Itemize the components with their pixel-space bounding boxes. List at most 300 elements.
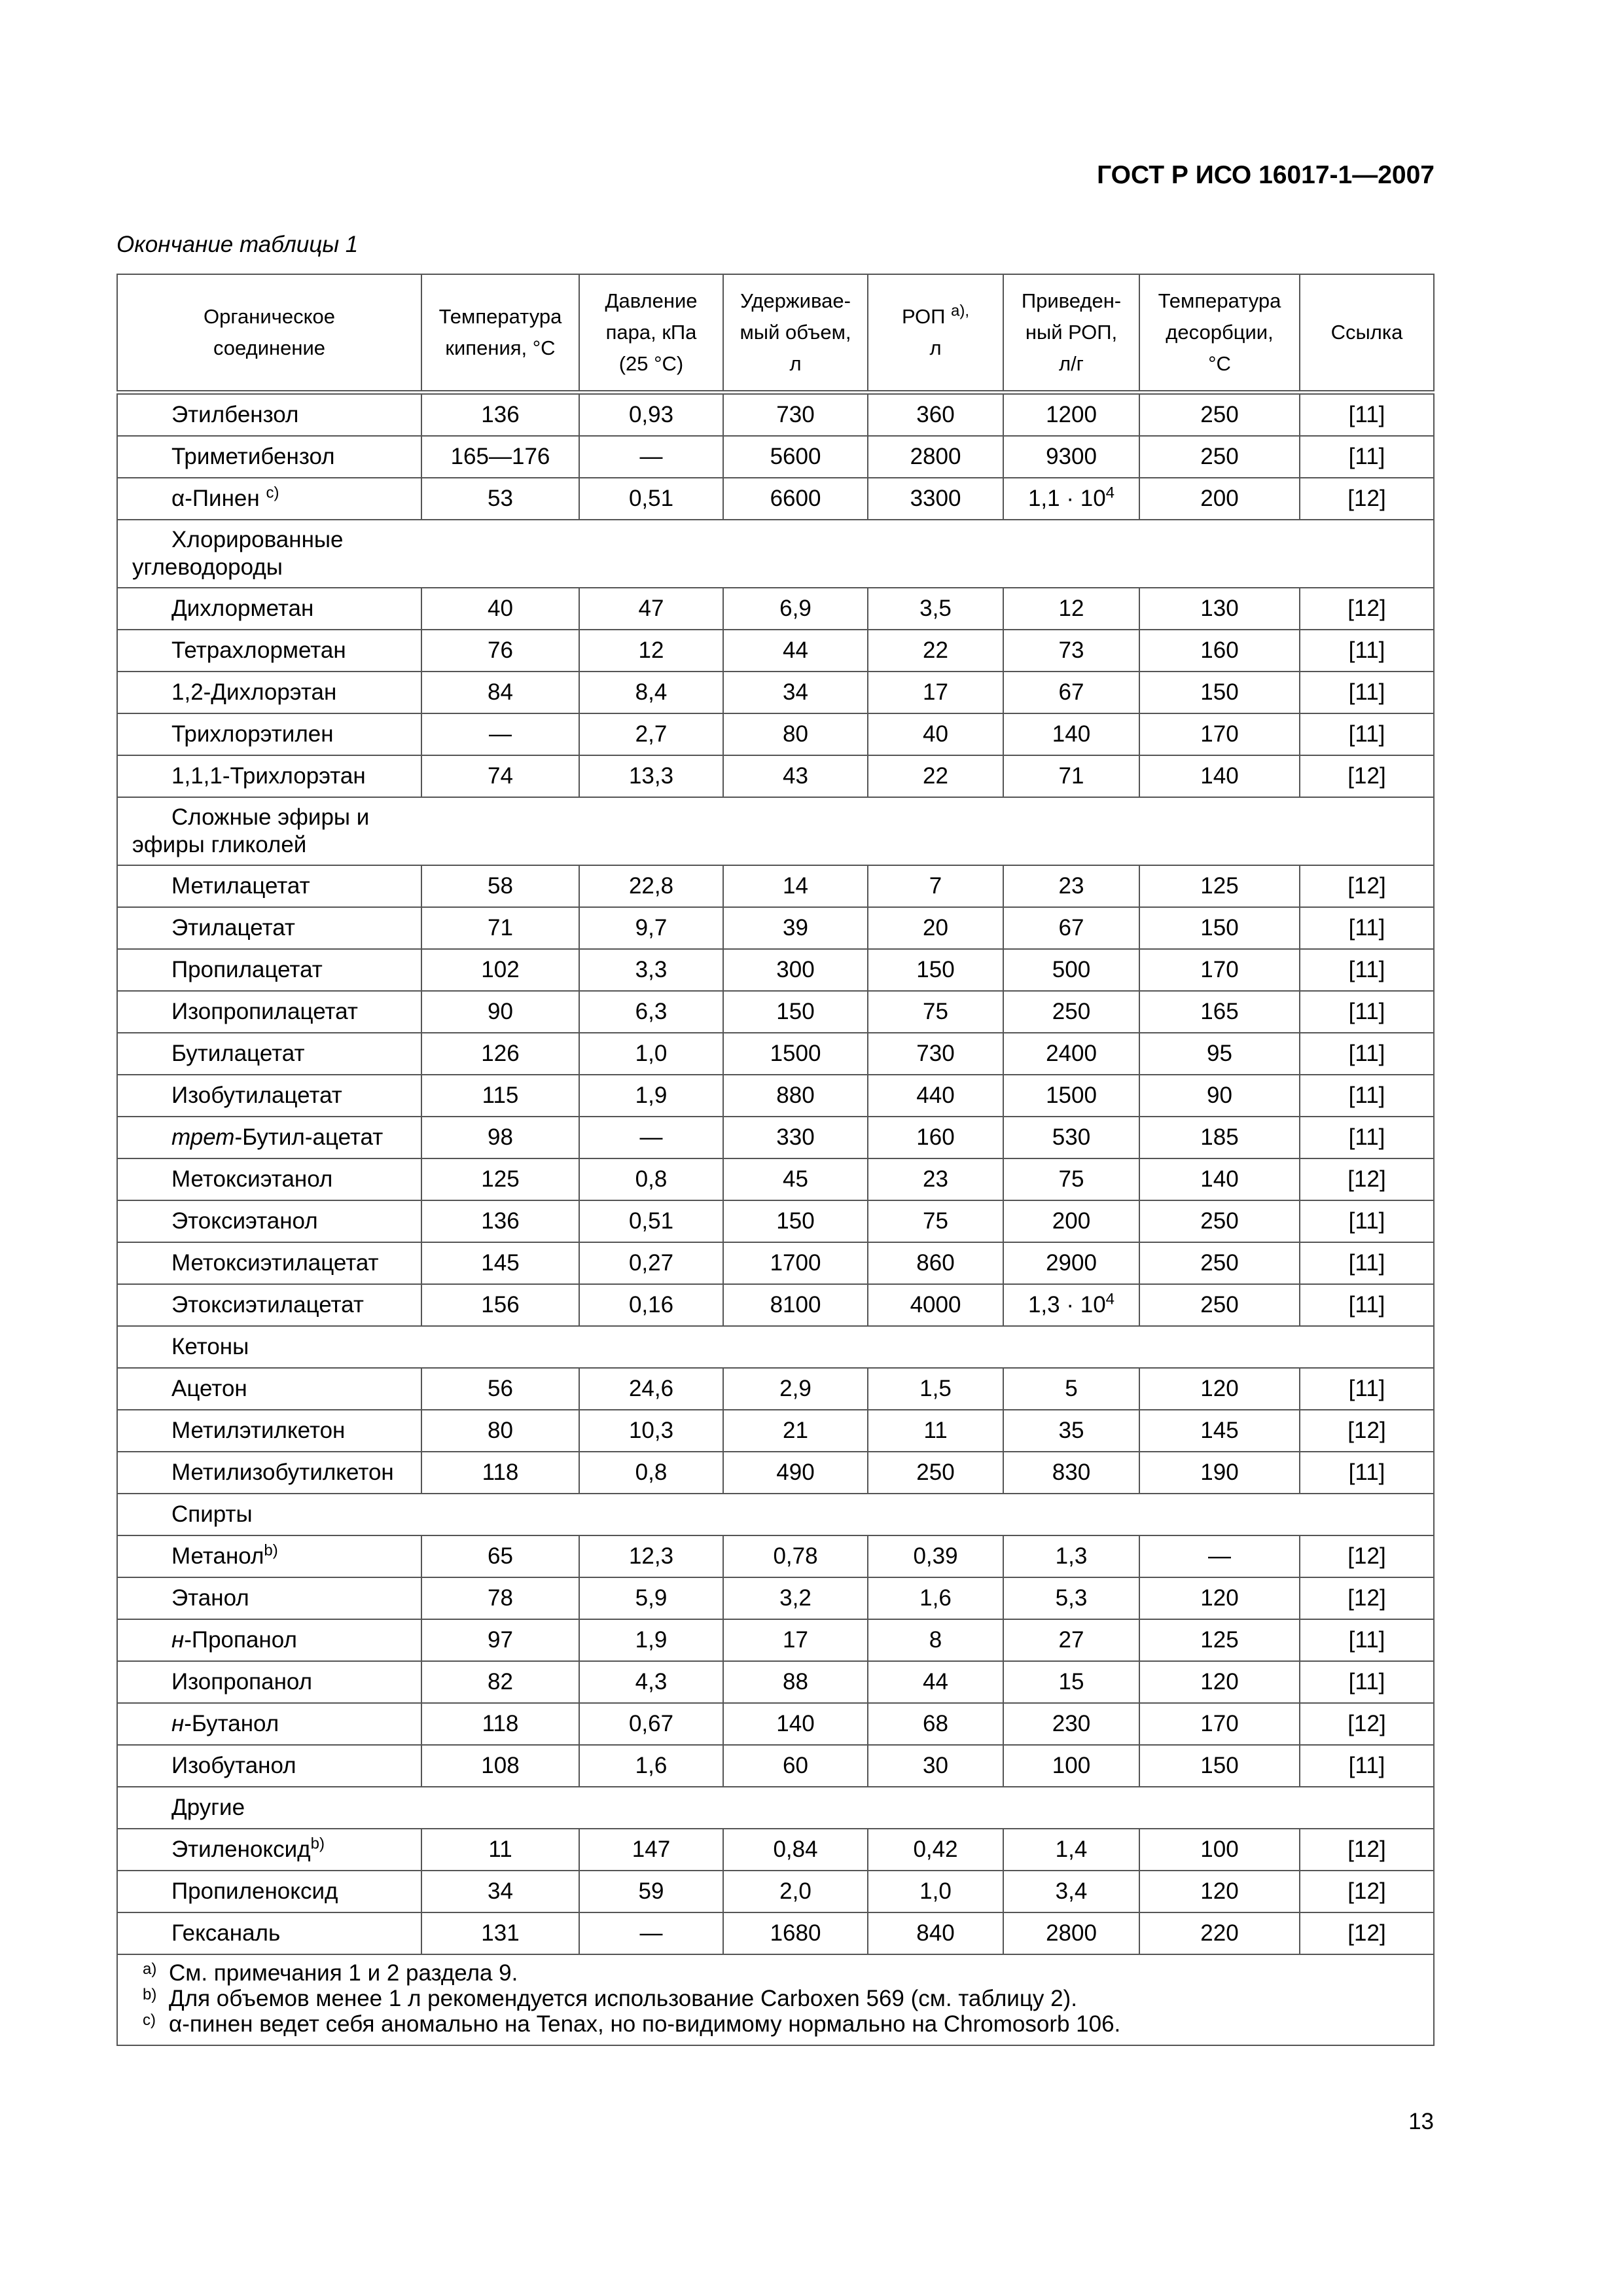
retention-volume-cell xyxy=(723,1368,868,1410)
retention-volume-cell xyxy=(723,672,868,713)
retention-volume-cell xyxy=(723,1158,868,1200)
boiling-point-cell xyxy=(421,1745,579,1787)
vapour-pressure-cell xyxy=(579,713,723,755)
notes-row xyxy=(117,1954,1434,2045)
rop-value: 730 xyxy=(916,1041,955,1066)
vapour-pressure-value: 10,3 xyxy=(628,1418,674,1443)
compound-name-cell xyxy=(117,1452,421,1494)
page-number: 13 xyxy=(1408,2109,1434,2134)
table-row xyxy=(117,630,1434,672)
desorption-temperature-cell xyxy=(1139,436,1300,478)
retention-volume-cell xyxy=(723,1661,868,1703)
desorption-temperature-cell xyxy=(1139,1535,1300,1577)
compound-name: Ацетон xyxy=(171,1376,247,1401)
boiling-point-value: — xyxy=(489,721,512,747)
table-row xyxy=(117,1912,1434,1954)
boiling-point-cell xyxy=(421,1117,579,1158)
normalized-rop-value: 67 xyxy=(1058,915,1084,941)
notes-cell xyxy=(117,1954,1434,2045)
reference-cell xyxy=(1300,1410,1434,1452)
compound-name-cell xyxy=(117,949,421,991)
boiling-point-cell xyxy=(421,630,579,672)
retention-volume-cell xyxy=(723,1619,868,1661)
compound-name: Трихлорэтилен xyxy=(171,721,334,747)
boiling-point-value: 84 xyxy=(488,679,513,705)
reference-value: [12] xyxy=(1347,873,1386,899)
compound-name: -Пропанол xyxy=(184,1627,297,1653)
boiling-point-cell xyxy=(421,1452,579,1494)
rop-cell xyxy=(868,1577,1003,1619)
boiling-point-cell xyxy=(421,1912,579,1954)
vapour-pressure-value: 59 xyxy=(638,1878,664,1904)
retention-volume-cell xyxy=(723,588,868,630)
normalized-rop-value: 1200 xyxy=(1046,402,1097,427)
rop-cell xyxy=(868,1075,1003,1117)
note-c: с) α-пинен ведет себя аномально на Tenax, но по-видимому нормально на Chromosorb 106. xyxy=(143,2011,1121,2037)
normalized-rop-value: 1500 xyxy=(1046,1083,1097,1108)
boiling-point-cell xyxy=(421,1284,579,1326)
desorption-temperature-cell xyxy=(1139,1368,1300,1410)
vapour-pressure-cell xyxy=(579,1200,723,1242)
reference-value: [11] xyxy=(1348,721,1385,747)
normalized-rop-cell xyxy=(1003,1829,1139,1871)
retention-volume-value: 1680 xyxy=(770,1920,821,1946)
desorption-temperature-cell xyxy=(1139,755,1300,797)
reference-value: [11] xyxy=(1348,402,1385,427)
desorption-temperature-value: 125 xyxy=(1200,1627,1239,1653)
desorption-temperature-cell xyxy=(1139,1033,1300,1075)
normalized-rop-cell xyxy=(1003,991,1139,1033)
reference-cell xyxy=(1300,436,1434,478)
retention-volume-value: 88 xyxy=(783,1669,808,1695)
rop-value: 8 xyxy=(929,1627,942,1653)
reference-cell xyxy=(1300,630,1434,672)
compound-name: Метилэтилкетон xyxy=(171,1418,346,1443)
reference-cell xyxy=(1300,755,1434,797)
desorption-temperature-value: 140 xyxy=(1200,1166,1239,1192)
compound-name-cell xyxy=(117,478,421,520)
boiling-point-cell xyxy=(421,1661,579,1703)
vapour-pressure-value: 0,51 xyxy=(628,486,674,511)
table-row xyxy=(117,1452,1434,1494)
compound-prefix: трет xyxy=(171,1124,235,1150)
vapour-pressure-value: 6,3 xyxy=(635,999,668,1024)
rop-cell xyxy=(868,1871,1003,1912)
footnote-mark: b) xyxy=(264,1541,278,1560)
rop-value: 11 xyxy=(923,1418,948,1443)
retention-volume-value: 80 xyxy=(783,721,808,747)
boiling-point-value: 102 xyxy=(481,957,520,982)
vapour-pressure-value: 22,8 xyxy=(628,873,674,899)
compound-name-cell xyxy=(117,672,421,713)
vapour-pressure-value: 0,27 xyxy=(628,1250,674,1276)
group-label-line: Хлорированные xyxy=(171,527,344,552)
compound-name: -Бутанол xyxy=(184,1711,279,1736)
desorption-temperature-cell xyxy=(1139,865,1300,907)
desorption-temperature-value: — xyxy=(1208,1543,1231,1569)
table-row xyxy=(117,393,1434,437)
rop-value: 840 xyxy=(916,1920,955,1946)
normalized-rop-value: 2900 xyxy=(1046,1250,1097,1276)
compound-name: 1,2-Дихлорэтан xyxy=(171,679,337,705)
reference-cell xyxy=(1300,588,1434,630)
vapour-pressure-value: 0,8 xyxy=(635,1166,668,1192)
compound-name-cell xyxy=(117,1577,421,1619)
vapour-pressure-cell xyxy=(579,1745,723,1787)
retention-volume-value: 34 xyxy=(783,679,808,705)
vapour-pressure-value: 147 xyxy=(632,1837,671,1862)
compound-name: Пропилацетат xyxy=(171,957,323,982)
rop-value: 860 xyxy=(916,1250,955,1276)
desorption-temperature-cell xyxy=(1139,588,1300,630)
normalized-rop-value: 1,3 · 10 xyxy=(1027,1292,1106,1318)
boiling-point-cell xyxy=(421,1577,579,1619)
compound-name: Изопропилацетат xyxy=(171,999,358,1024)
vapour-pressure-cell xyxy=(579,588,723,630)
table-row xyxy=(117,1577,1434,1619)
reference-value: [11] xyxy=(1348,1753,1385,1778)
boiling-point-value: 131 xyxy=(481,1920,520,1946)
compound-name: Этиленоксид xyxy=(171,1837,311,1862)
desorption-temperature-value: 170 xyxy=(1200,721,1239,747)
boiling-point-cell xyxy=(421,672,579,713)
compound-name-cell xyxy=(117,1745,421,1787)
rop-value: 360 xyxy=(916,402,955,427)
boiling-point-cell xyxy=(421,1075,579,1117)
vapour-pressure-value: 0,93 xyxy=(628,402,674,427)
compound-name-cell xyxy=(117,1200,421,1242)
normalized-rop-value: 200 xyxy=(1052,1208,1091,1234)
retention-volume-cell xyxy=(723,865,868,907)
normalized-rop-value: 5 xyxy=(1065,1376,1078,1401)
normalized-rop-cell xyxy=(1003,1033,1139,1075)
note-a: а) См. примечания 1 и 2 раздела 9. xyxy=(143,1960,518,1986)
normalized-rop-cell xyxy=(1003,393,1139,437)
vapour-pressure-cell xyxy=(579,1535,723,1577)
header-rop: РОП $^{а),}$ л xyxy=(868,274,1003,393)
table-row xyxy=(117,588,1434,630)
reference-value: [12] xyxy=(1347,596,1386,621)
rop-cell xyxy=(868,1242,1003,1284)
desorption-temperature-value: 95 xyxy=(1207,1041,1232,1066)
properties-table xyxy=(116,274,1435,2046)
boiling-point-value: 136 xyxy=(481,402,520,427)
compound-name-cell xyxy=(117,393,421,437)
compound-name: Пропиленоксид xyxy=(171,1878,338,1904)
rop-cell xyxy=(868,949,1003,991)
vapour-pressure-value: 9,7 xyxy=(635,915,668,941)
rop-value: 23 xyxy=(923,1166,948,1192)
desorption-temperature-value: 190 xyxy=(1200,1460,1239,1485)
header-normalized-rop: Приведен- ный РОП, л/г xyxy=(1003,274,1139,393)
reference-cell xyxy=(1300,1745,1434,1787)
reference-value: [12] xyxy=(1347,1920,1386,1946)
rop-cell xyxy=(868,1410,1003,1452)
normalized-rop-value: 1,1 · 10 xyxy=(1027,486,1106,511)
normalized-rop-value: 9300 xyxy=(1046,444,1097,469)
retention-volume-cell xyxy=(723,1452,868,1494)
boiling-point-value: 115 xyxy=(482,1083,519,1108)
retention-volume-value: 6,9 xyxy=(779,596,812,621)
rop-cell xyxy=(868,713,1003,755)
compound-name: -Бутил-ацетат xyxy=(234,1124,383,1150)
normalized-rop-cell xyxy=(1003,1452,1139,1494)
table-row xyxy=(117,1284,1434,1326)
retention-volume-value: 39 xyxy=(783,915,808,941)
retention-volume-value: 880 xyxy=(776,1083,815,1108)
reference-value: [12] xyxy=(1347,763,1386,789)
compound-name-cell xyxy=(117,755,421,797)
compound-name-cell xyxy=(117,1117,421,1158)
normalized-rop-value: 75 xyxy=(1058,1166,1084,1192)
retention-volume-cell xyxy=(723,713,868,755)
vapour-pressure-cell xyxy=(579,1033,723,1075)
vapour-pressure-cell xyxy=(579,865,723,907)
normalized-rop-cell xyxy=(1003,713,1139,755)
normalized-rop-value: 830 xyxy=(1052,1460,1091,1485)
reference-value: [11] xyxy=(1348,637,1385,663)
boiling-point-value: 165—176 xyxy=(450,444,550,469)
desorption-temperature-value: 220 xyxy=(1200,1920,1239,1946)
compound-name-cell xyxy=(117,907,421,949)
rop-value: 68 xyxy=(923,1711,948,1736)
boiling-point-cell xyxy=(421,1033,579,1075)
reference-value: [11] xyxy=(1348,1208,1385,1234)
note-b: b) Для объемов менее 1 л рекомендуется использование Carboxen 569 (см. таблицу 2). xyxy=(143,1986,1077,2011)
compound-name: Изобутилацетат xyxy=(171,1083,342,1108)
vapour-pressure-value: 47 xyxy=(638,596,664,621)
boiling-point-value: 71 xyxy=(488,915,513,941)
rop-cell xyxy=(868,1033,1003,1075)
table-row xyxy=(117,907,1434,949)
normalized-rop-value: 27 xyxy=(1058,1627,1084,1653)
boiling-point-value: 11 xyxy=(488,1837,512,1862)
table-row xyxy=(117,1661,1434,1703)
group-header-row xyxy=(117,1787,1434,1829)
reference-cell xyxy=(1300,1033,1434,1075)
normalized-rop-cell xyxy=(1003,588,1139,630)
boiling-point-value: 34 xyxy=(488,1878,513,1904)
desorption-temperature-cell xyxy=(1139,907,1300,949)
vapour-pressure-cell xyxy=(579,1410,723,1452)
desorption-temperature-value: 200 xyxy=(1200,486,1239,511)
vapour-pressure-cell xyxy=(579,478,723,520)
desorption-temperature-value: 125 xyxy=(1200,873,1239,899)
table-row xyxy=(117,1829,1434,1871)
retention-volume-value: 44 xyxy=(783,637,808,663)
compound-name-cell xyxy=(117,1242,421,1284)
vapour-pressure-cell xyxy=(579,1158,723,1200)
table-caption: Окончание таблицы 1 xyxy=(116,232,359,257)
boiling-point-cell xyxy=(421,1242,579,1284)
compound-name: Изобутанол xyxy=(171,1753,296,1778)
compound-name-cell xyxy=(117,865,421,907)
compound-name: 1,1,1-Трихлорэтан xyxy=(171,763,366,789)
normalized-rop-value: 100 xyxy=(1052,1753,1091,1778)
reference-value: [11] xyxy=(1348,1627,1385,1653)
compound-name: α-Пинен xyxy=(171,486,260,511)
normalized-rop-cell xyxy=(1003,630,1139,672)
normalized-rop-cell xyxy=(1003,755,1139,797)
boiling-point-value: 108 xyxy=(481,1753,520,1778)
boiling-point-cell xyxy=(421,1535,579,1577)
retention-volume-cell xyxy=(723,907,868,949)
boiling-point-value: 145 xyxy=(481,1250,520,1276)
retention-volume-cell xyxy=(723,1410,868,1452)
vapour-pressure-value: 1,0 xyxy=(635,1041,668,1066)
group-label-line: Сложные эфиры и xyxy=(171,804,370,830)
retention-volume-value: 17 xyxy=(783,1627,808,1653)
desorption-temperature-value: 170 xyxy=(1200,1711,1239,1736)
table-row xyxy=(117,1368,1434,1410)
normalized-rop-cell xyxy=(1003,1284,1139,1326)
compound-name: Дихлорметан xyxy=(171,596,314,621)
rop-cell xyxy=(868,1158,1003,1200)
reference-value: [11] xyxy=(1348,1376,1385,1401)
normalized-rop-value: 23 xyxy=(1058,873,1084,899)
desorption-temperature-value: 120 xyxy=(1200,1878,1239,1904)
retention-volume-cell xyxy=(723,630,868,672)
normalized-rop-value: 530 xyxy=(1052,1124,1091,1150)
table-row xyxy=(117,672,1434,713)
desorption-temperature-cell xyxy=(1139,393,1300,437)
vapour-pressure-value: 12,3 xyxy=(628,1543,674,1569)
desorption-temperature-value: 140 xyxy=(1200,763,1239,789)
desorption-temperature-value: 150 xyxy=(1200,1753,1239,1778)
compound-prefix: н xyxy=(171,1711,185,1736)
normalized-rop-cell xyxy=(1003,478,1139,520)
retention-volume-cell xyxy=(723,1829,868,1871)
desorption-temperature-cell xyxy=(1139,1745,1300,1787)
boiling-point-cell xyxy=(421,1703,579,1745)
retention-volume-value: 5600 xyxy=(770,444,821,469)
vapour-pressure-cell xyxy=(579,949,723,991)
rop-cell xyxy=(868,1200,1003,1242)
compound-name-cell xyxy=(117,1661,421,1703)
reference-cell xyxy=(1300,393,1434,437)
retention-volume-cell xyxy=(723,436,868,478)
retention-volume-value: 490 xyxy=(776,1460,815,1485)
vapour-pressure-value: 4,3 xyxy=(635,1669,668,1695)
boiling-point-value: 125 xyxy=(481,1166,520,1192)
retention-volume-cell xyxy=(723,991,868,1033)
boiling-point-cell xyxy=(421,478,579,520)
retention-volume-value: 0,84 xyxy=(773,1837,818,1862)
compound-name: Метилацетат xyxy=(171,873,310,899)
vapour-pressure-cell xyxy=(579,1829,723,1871)
desorption-temperature-cell xyxy=(1139,991,1300,1033)
desorption-temperature-value: 145 xyxy=(1200,1418,1239,1443)
vapour-pressure-value: 5,9 xyxy=(635,1585,668,1611)
desorption-temperature-value: 120 xyxy=(1200,1376,1239,1401)
vapour-pressure-value: 0,8 xyxy=(635,1460,668,1485)
compound-name: Этилбензол xyxy=(171,402,299,427)
normalized-rop-cell xyxy=(1003,1158,1139,1200)
retention-volume-cell xyxy=(723,1284,868,1326)
group-header-row xyxy=(117,520,1434,588)
retention-volume-cell xyxy=(723,1577,868,1619)
normalized-rop-value: 250 xyxy=(1052,999,1091,1024)
rop-value: 22 xyxy=(923,637,948,663)
boiling-point-value: 58 xyxy=(488,873,513,899)
retention-volume-value: 730 xyxy=(776,402,815,427)
vapour-pressure-value: 0,16 xyxy=(628,1292,674,1318)
compound-name-cell xyxy=(117,1075,421,1117)
rop-value: 2800 xyxy=(910,444,961,469)
reference-value: [11] xyxy=(1348,915,1385,941)
group-label xyxy=(117,520,1434,588)
rop-cell xyxy=(868,1745,1003,1787)
desorption-temperature-cell xyxy=(1139,1577,1300,1619)
rop-value: 1,6 xyxy=(919,1585,952,1611)
table-row xyxy=(117,436,1434,478)
desorption-temperature-cell xyxy=(1139,1829,1300,1871)
compound-name-cell xyxy=(117,588,421,630)
compound-prefix: н xyxy=(171,1627,185,1653)
reference-cell xyxy=(1300,1368,1434,1410)
retention-volume-value: 1500 xyxy=(770,1041,821,1066)
boiling-point-value: 118 xyxy=(482,1711,519,1736)
normalized-rop-cell xyxy=(1003,1075,1139,1117)
retention-volume-cell xyxy=(723,755,868,797)
table-row xyxy=(117,1117,1434,1158)
retention-volume-value: 43 xyxy=(783,763,808,789)
normalized-rop-cell xyxy=(1003,1410,1139,1452)
reference-cell xyxy=(1300,1661,1434,1703)
rop-cell xyxy=(868,588,1003,630)
normalized-rop-value: 1,4 xyxy=(1055,1837,1088,1862)
desorption-temperature-cell xyxy=(1139,1158,1300,1200)
desorption-temperature-cell xyxy=(1139,1871,1300,1912)
table-row xyxy=(117,1535,1434,1577)
reference-cell xyxy=(1300,1535,1434,1577)
compound-name-cell xyxy=(117,1703,421,1745)
rop-cell xyxy=(868,672,1003,713)
group-label xyxy=(117,797,1434,865)
normalized-rop-cell xyxy=(1003,1577,1139,1619)
reference-value: [11] xyxy=(1348,1292,1385,1318)
retention-volume-cell xyxy=(723,1200,868,1242)
desorption-temperature-cell xyxy=(1139,713,1300,755)
normalized-rop-cell xyxy=(1003,1703,1139,1745)
vapour-pressure-value: 1,9 xyxy=(635,1627,668,1653)
table-row xyxy=(117,1745,1434,1787)
desorption-temperature-cell xyxy=(1139,949,1300,991)
boiling-point-value: 65 xyxy=(488,1543,513,1569)
normalized-rop-cell xyxy=(1003,1745,1139,1787)
rop-value: 150 xyxy=(916,957,955,982)
retention-volume-value: 21 xyxy=(783,1418,808,1443)
table-row xyxy=(117,478,1434,520)
reference-cell xyxy=(1300,1075,1434,1117)
reference-value: [12] xyxy=(1347,486,1386,511)
compound-name: Метанол xyxy=(171,1543,264,1569)
boiling-point-cell xyxy=(421,755,579,797)
boiling-point-value: 90 xyxy=(488,999,513,1024)
normalized-rop-cell xyxy=(1003,949,1139,991)
desorption-temperature-value: 150 xyxy=(1200,679,1239,705)
normalized-rop-cell xyxy=(1003,865,1139,907)
table-row xyxy=(117,755,1434,797)
table-row xyxy=(117,1619,1434,1661)
reference-value: [12] xyxy=(1347,1878,1386,1904)
boiling-point-cell xyxy=(421,436,579,478)
rop-value: 0,39 xyxy=(913,1543,958,1569)
boiling-point-cell xyxy=(421,1200,579,1242)
reference-cell xyxy=(1300,1619,1434,1661)
header-compound: Органическое соединение xyxy=(117,274,421,393)
rop-cell xyxy=(868,1912,1003,1954)
